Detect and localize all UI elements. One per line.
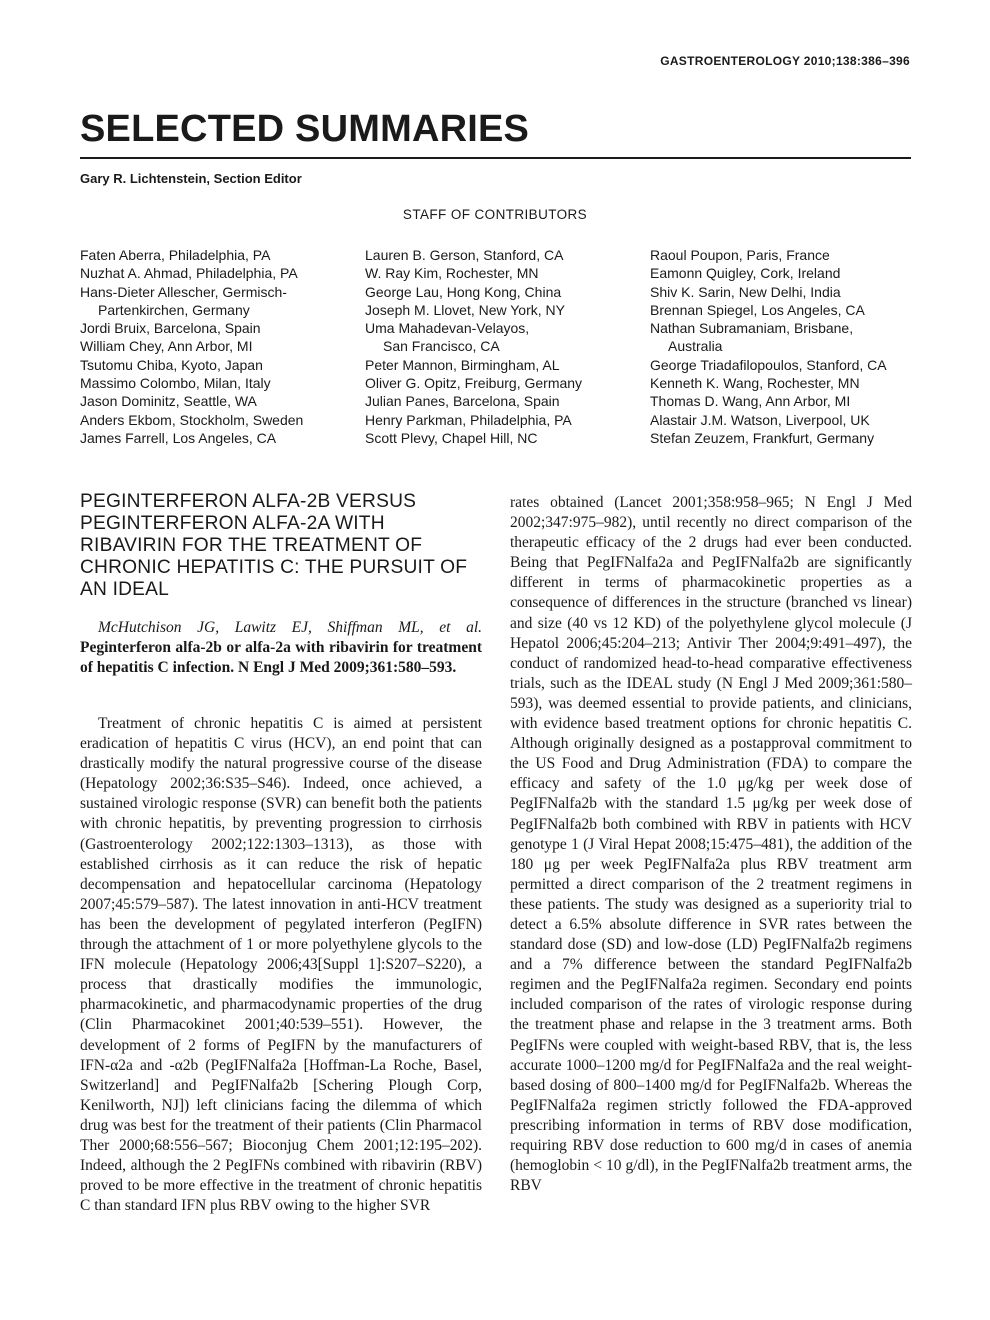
- contributor: Stefan Zeuzem, Frankfurt, Germany: [650, 429, 875, 446]
- contributor: Jason Dominitz, Seattle, WA: [80, 393, 257, 410]
- contributor: William Chey, Ann Arbor, MI: [80, 338, 253, 355]
- contributor: Scott Plevy, Chapel Hill, NC: [365, 429, 538, 446]
- citation-reference: Peginterferon alfa-2b or alfa-2a with ribavirin for treatment of hepatitis C infection. N Engl J Med 2009;361:580–593.: [80, 639, 482, 677]
- contributors-column-3: [650, 246, 920, 447]
- staff-heading: STAFF OF CONTRIBUTORS: [402, 207, 588, 222]
- contributor: Anders Ekbom, Stockholm, Sweden: [80, 411, 304, 428]
- contributor-continued: Partenkirchen, Germany: [98, 301, 250, 318]
- section-editor: Gary R. Lichtenstein, Section Editor: [80, 171, 302, 186]
- contributor: Massimo Colombo, Milan, Italy: [80, 375, 271, 392]
- contributor: Raoul Poupon, Paris, France: [650, 247, 830, 263]
- contributor: Eamonn Quigley, Cork, Ireland: [650, 265, 841, 282]
- contributor: Alastair J.M. Watson, Liverpool, UK: [650, 411, 870, 428]
- contributor: Faten Aberra, Philadelphia, PA: [80, 247, 271, 263]
- contributor: Lauren B. Gerson, Stanford, CA: [365, 247, 564, 263]
- contributor: Joseph M. Llovet, New York, NY: [365, 301, 565, 318]
- contributor: James Farrell, Los Angeles, CA: [80, 429, 277, 446]
- contributor: George Triadafilopoulos, Stanford, CA: [650, 356, 887, 373]
- contributor: Shiv K. Sarin, New Delhi, India: [650, 283, 841, 300]
- contributor-continued: San Francisco, CA: [383, 338, 500, 355]
- contributor: Hans-Dieter Allescher, Germisch-: [80, 283, 287, 300]
- contributor: Julian Panes, Barcelona, Spain: [365, 393, 560, 410]
- article-citation: [80, 618, 482, 679]
- contributor: Kenneth K. Wang, Rochester, MN: [650, 375, 860, 392]
- contributor: Jordi Bruix, Barcelona, Spain: [80, 320, 261, 337]
- contributor: Tsutomu Chiba, Kyoto, Japan: [80, 356, 263, 373]
- journal-reference: GASTROENTEROLOGY 2010;138:386–396: [660, 54, 910, 68]
- contributor: Nuzhat A. Ahmad, Philadelphia, PA: [80, 265, 298, 282]
- contributors-column-2: [365, 246, 635, 447]
- contributor: Henry Parkman, Philadelphia, PA: [365, 411, 572, 428]
- citation-authors: McHutchison JG, Lawitz EJ, Shiffman ML, et al.: [98, 619, 482, 636]
- contributor: W. Ray Kim, Rochester, MN: [365, 265, 539, 282]
- contributor: Peter Mannon, Birmingham, AL: [365, 356, 560, 373]
- contributor: Brennan Spiegel, Los Angeles, CA: [650, 301, 865, 318]
- title-divider: [80, 157, 911, 159]
- contributor: Oliver G. Opitz, Freiburg, Germany: [365, 375, 583, 392]
- contributor-continued: Australia: [668, 338, 723, 355]
- section-title: SELECTED SUMMARIES: [80, 108, 530, 150]
- contributor: George Lau, Hong Kong, China: [365, 283, 562, 300]
- body-text-right-column: rates obtained (Lancet 2001;358:958–965; N Engl J Med 2002;347:975–982), until recently no direct comparison of the therapeutic efficacy of the 2 drugs had ever been conducted. Being that PegIFNalfa2a and PegIFNalfa2b are significantly different in terms of pharmacokinetic properties as a consequence of differences in the structure (branched vs linear) and size (40 vs 12 KD) of the polyethylene glycol molecule (J Hepatol 2006;45:204–213; Antivir Ther 2004;9:491–497), the conduct of randomized head-to-head comparative effectiveness trials, such as the IDEAL study (N Engl J Med 2009;361:580–593), was deemed essential to provide patients, and clinicians, with evidence based treatment options for chronic hepatitis C. Although originally designed as a postapproval commitment to the US Food and Drug Administration (FDA) to compare the efficacy and safety of the 1.0 μg/kg per week dose of PegIFNalfa2b with the standard 1.5 μg/kg per week dose of PegIFNalfa2b both combined with RBV in patients with HCV genotype 1 (J Viral Hepat 2008;15:475–481), the addition of the 180 μg per week PegIFNalfa2a plus RBV treatment arm permitted a direct comparison of the 2 treatment regimens in these patients. The study was designed as a superiority trial to detect a 6.5% absolute difference in SVR rates between the standard dose (SD) and low-dose (LD) PegIFNalfa2b regimens and a 7% difference between the standard PegIFNalfa2b regimen and the PegIFNalfa2a regimen. Secondary end points included comparison of the rates of virologic response during the treatment phase and relapse in the 3 treatment arms. Both PegIFNs were coupled with weight-based RBV, that is, the less accurate 1000–1200 mg/d for PegIFNalfa2a and the real weight-based dosing of 800–1400 mg/d for PegIFNalfa2b. Whereas the PegIFNalfa2a regimen strictly followed the FDA-approved prescribing information in terms of RBV dose modification, requiring RBV dose reduction to 600 mg/d in cases of anemia (hemoglobin < 10 g/dl), in the PegIFNalfa2b treatment arms, the RBV: [510, 494, 912, 1195]
- contributors-column-1: [80, 246, 350, 447]
- contributor: Thomas D. Wang, Ann Arbor, MI: [650, 393, 851, 410]
- contributor: Uma Mahadevan-Velayos,: [365, 320, 530, 337]
- body-text-left-column: Treatment of chronic hepatitis C is aimed at persistent eradication of hepatitis C virus (HCV), an end point that can drastically modify the natural progressive course of the disease (Hepatology 2002;36:S35–S46). Indeed, once achieved, a sustained virologic response (SVR) can benefit both the patients with chronic hepatitis, by preventing progression to cirrhosis (Gastroenterology 2002;122:1303–1313), as those with established cirrhosis as it can reduce the risk of hepatic decompensation and hepatocellular carcinoma (Hepatology 2007;45:579–587). The latest innovation in anti-HCV treatment has been the development of pegylated interferon (PegIFN) through the attachment of 1 or more polyethylene glycols to the IFN molecule (Hepatology 2006;43[Suppl 1]:S207–S220), a process that drastically modifies the immunologic, pharmacokinetic, and pharmacodynamic properties of the drug (Clin Pharmacokinet 2001;40:539–551). However, the development of 2 forms of PegIFN by the manufacturers of IFN-α2a and -α2b (PegIFNalfa2a [Hoffman-La Roche, Basel, Switzerland] and PegIFNalfa2b [Schering Plough Corp, Kenilworth, NJ]) left clinicians facing the dilemma of which drug was best for the treatment of their patients (Clin Pharmacol Ther 2000;68:556–567; Bioconjug Chem 2001;12:195–202). Indeed, although the 2 PegIFNs combined with ribavirin (RBV) proved to be more effective in the treatment of chronic hepatitis C than standard IFN plus RBV owing to the higher SVR: [80, 715, 482, 1215]
- contributor: Nathan Subramaniam, Brisbane,: [650, 320, 854, 337]
- article-title: PEGINTERFERON ALFA-2B VERSUS PEGINTERFERON ALFA-2A WITH RIBAVIRIN FOR THE TREATMENT OF CHRONIC HEPATITIS C: THE PURSUIT OF AN IDEAL: [80, 491, 468, 600]
